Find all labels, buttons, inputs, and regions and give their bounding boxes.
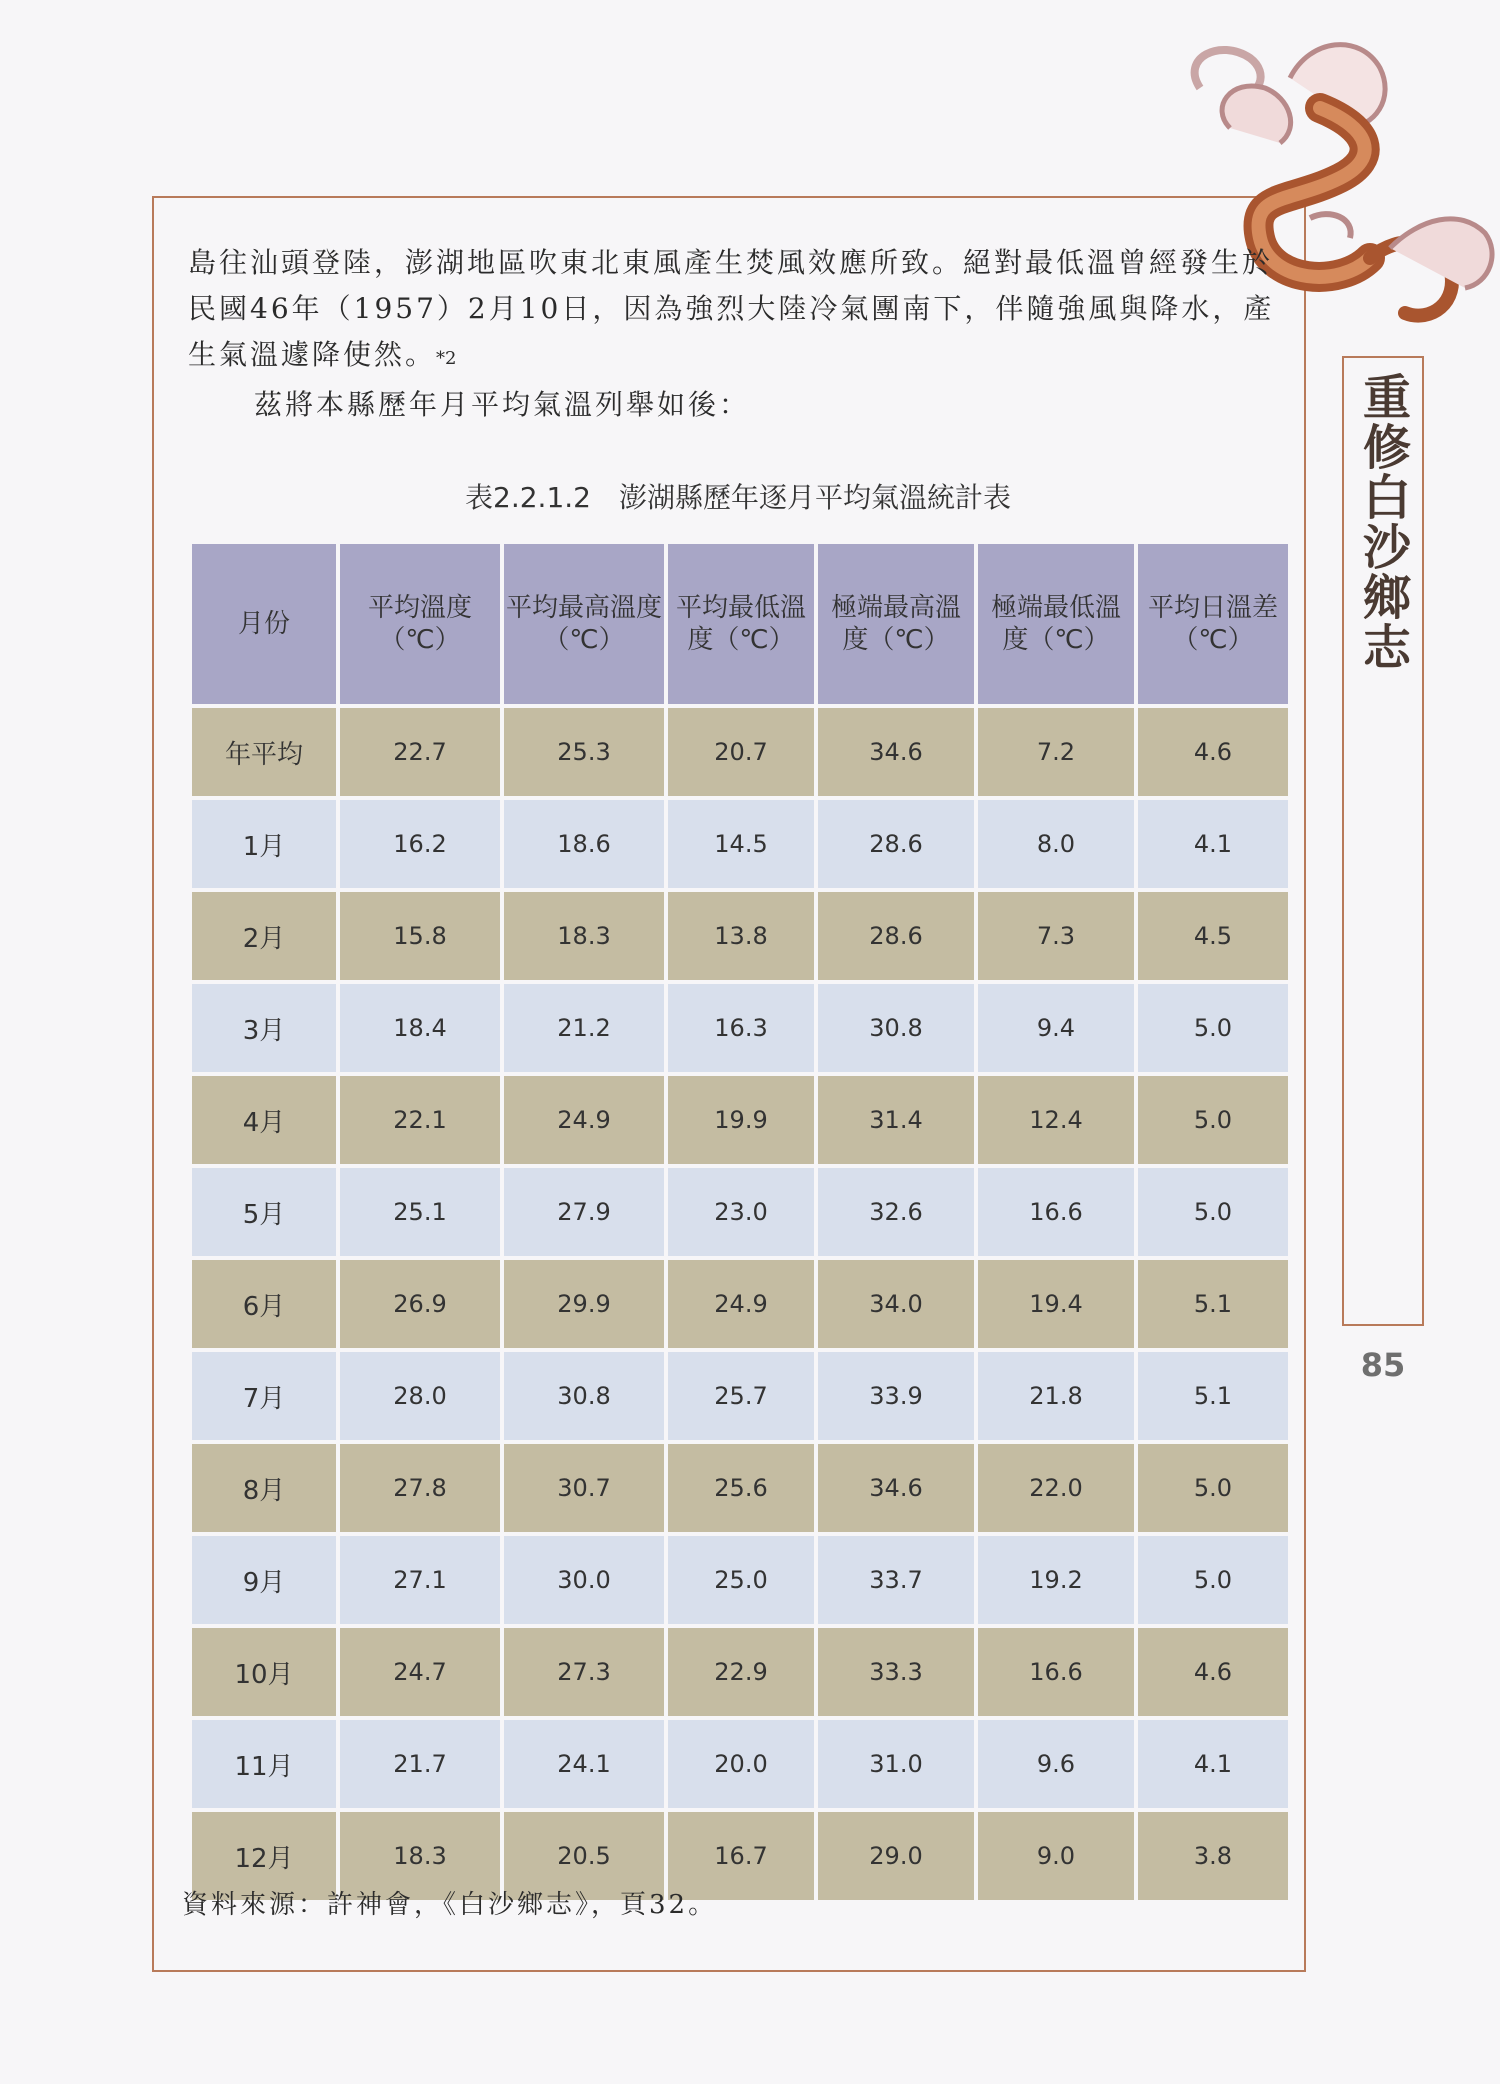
table-cell: 5.0: [1138, 1168, 1288, 1256]
table-cell: 27.3: [504, 1628, 664, 1716]
table-cell: 32.6: [818, 1168, 974, 1256]
paragraph-1-text: 島往汕頭登陸，澎湖地區吹東北東風產生焚風效應所致。絕對最低溫曾經發生於民國46年（1957）2月10日，因為強烈大陸冷氣團南下，伴隨強風與降水，產生氣溫遽降使然。: [188, 246, 1275, 371]
table-cell: 18.6: [504, 800, 664, 888]
table-cell: 30.8: [818, 984, 974, 1072]
table-cell: 20.0: [668, 1720, 814, 1808]
table-cell: 24.9: [668, 1260, 814, 1348]
footnote-ref: *2: [436, 348, 457, 369]
table-cell: 24.1: [504, 1720, 664, 1808]
table-cell: 27.1: [340, 1536, 500, 1624]
table-source-note: 資料來源：許神會，《白沙鄉志》，頁32。: [182, 1890, 718, 1920]
table-cell: 7.3: [978, 892, 1134, 980]
table-cell: 25.1: [340, 1168, 500, 1256]
table-cell: 20.7: [668, 708, 814, 796]
table-cell: 5.0: [1138, 1444, 1288, 1532]
body-text: [188, 240, 1288, 428]
row-label: 5月: [192, 1168, 336, 1256]
table-cell: 31.4: [818, 1076, 974, 1164]
table-cell: 21.7: [340, 1720, 500, 1808]
table-cell: 34.6: [818, 1444, 974, 1532]
table-cell: 25.7: [668, 1352, 814, 1440]
side-title-box: [1342, 356, 1424, 1326]
table-cell: 4.1: [1138, 1720, 1288, 1808]
table-cell: 33.3: [818, 1628, 974, 1716]
row-label: 8月: [192, 1444, 336, 1532]
row-label: 1月: [192, 800, 336, 888]
table-cell: 5.1: [1138, 1260, 1288, 1348]
header-avg-max: 平均最高溫度（℃）: [504, 544, 664, 704]
table-cell: 15.8: [340, 892, 500, 980]
paragraph-2: 茲將本縣歷年月平均氣溫列舉如後：: [254, 388, 751, 421]
table-cell: 9.6: [978, 1720, 1134, 1808]
table-cell: 4.6: [1138, 708, 1288, 796]
table-row: [192, 1260, 1288, 1348]
table-cell: 30.0: [504, 1536, 664, 1624]
header-extreme-max: 極端最高溫度（℃）: [818, 544, 974, 704]
table-cell: 22.7: [340, 708, 500, 796]
table-cell: 25.3: [504, 708, 664, 796]
table-header: [192, 544, 1288, 704]
table-cell: 24.7: [340, 1628, 500, 1716]
table-cell: 21.8: [978, 1352, 1134, 1440]
table-cell: 27.9: [504, 1168, 664, 1256]
table-cell: 28.6: [818, 800, 974, 888]
table-cell: 20.5: [504, 1812, 664, 1900]
table-cell: 34.0: [818, 1260, 974, 1348]
table-row: [192, 892, 1288, 980]
table-cell: 28.6: [818, 892, 974, 980]
row-label: 4月: [192, 1076, 336, 1164]
table-cell: 27.8: [340, 1444, 500, 1532]
table-cell: 22.1: [340, 1076, 500, 1164]
table-cell: 9.0: [978, 1812, 1134, 1900]
row-label: 2月: [192, 892, 336, 980]
table-cell: 5.1: [1138, 1352, 1288, 1440]
table-cell: 18.3: [504, 892, 664, 980]
table-body: [192, 708, 1288, 1900]
table-cell: 19.4: [978, 1260, 1134, 1348]
table-cell: 16.2: [340, 800, 500, 888]
row-label: 9月: [192, 1536, 336, 1624]
header-avg-temp: 平均溫度（℃）: [340, 544, 500, 704]
table-cell: 7.2: [978, 708, 1134, 796]
table-row: [192, 1352, 1288, 1440]
table-cell: 4.1: [1138, 800, 1288, 888]
table-cell: 16.6: [978, 1628, 1134, 1716]
table-cell: 12.4: [978, 1076, 1134, 1164]
table-cell: 13.8: [668, 892, 814, 980]
row-label: 10月: [192, 1628, 336, 1716]
row-label: 12月: [192, 1812, 336, 1900]
table-row: [192, 708, 1288, 796]
book-title: 重修白沙鄉志: [1354, 372, 1411, 672]
row-label: 7月: [192, 1352, 336, 1440]
table-cell: 31.0: [818, 1720, 974, 1808]
row-label: 年平均: [192, 708, 336, 796]
table-cell: 14.5: [668, 800, 814, 888]
table-row: [192, 1444, 1288, 1532]
table-cell: 3.8: [1138, 1812, 1288, 1900]
table-cell: 33.7: [818, 1536, 974, 1624]
table-row: [192, 1076, 1288, 1164]
table-cell: 22.9: [668, 1628, 814, 1716]
table-cell: 8.0: [978, 800, 1134, 888]
header-diurnal-range: 平均日溫差（℃）: [1138, 544, 1288, 704]
row-label: 6月: [192, 1260, 336, 1348]
table-cell: 18.4: [340, 984, 500, 1072]
table-row: [192, 1536, 1288, 1624]
table-cell: 4.5: [1138, 892, 1288, 980]
table-cell: 23.0: [668, 1168, 814, 1256]
table-cell: 4.6: [1138, 1628, 1288, 1716]
header-extreme-min: 極端最低溫度（℃）: [978, 544, 1134, 704]
page-number: 85: [1360, 1346, 1406, 1384]
table-row: [192, 984, 1288, 1072]
table-cell: 28.0: [340, 1352, 500, 1440]
table-cell: 19.9: [668, 1076, 814, 1164]
table-cell: 24.9: [504, 1076, 664, 1164]
paragraph-1: [188, 240, 1288, 382]
table-cell: 26.9: [340, 1260, 500, 1348]
table-cell: 22.0: [978, 1444, 1134, 1532]
temperature-table: [188, 540, 1292, 1904]
table-cell: 30.7: [504, 1444, 664, 1532]
table-row: [192, 1628, 1288, 1716]
table-cell: 25.6: [668, 1444, 814, 1532]
row-label: 3月: [192, 984, 336, 1072]
table-row: [192, 800, 1288, 888]
table-cell: 5.0: [1138, 1076, 1288, 1164]
table-cell: 25.0: [668, 1536, 814, 1624]
table-title: 表2.2.1.2 澎湖縣歷年逐月平均氣溫統計表: [465, 481, 1011, 514]
table-cell: 9.4: [978, 984, 1134, 1072]
table-row: [192, 1168, 1288, 1256]
table-cell: 30.8: [504, 1352, 664, 1440]
table-cell: 33.9: [818, 1352, 974, 1440]
table-row: [192, 1720, 1288, 1808]
row-label: 11月: [192, 1720, 336, 1808]
table-cell: 18.3: [340, 1812, 500, 1900]
header-avg-min: 平均最低溫度（℃）: [668, 544, 814, 704]
table-cell: 16.7: [668, 1812, 814, 1900]
header-month: 月份: [192, 544, 336, 704]
table-cell: 29.9: [504, 1260, 664, 1348]
table-cell: 5.0: [1138, 984, 1288, 1072]
table-cell: 19.2: [978, 1536, 1134, 1624]
table-cell: 16.6: [978, 1168, 1134, 1256]
table-cell: 34.6: [818, 708, 974, 796]
table-cell: 5.0: [1138, 1536, 1288, 1624]
table-cell: 21.2: [504, 984, 664, 1072]
table-cell: 29.0: [818, 1812, 974, 1900]
table-cell: 16.3: [668, 984, 814, 1072]
